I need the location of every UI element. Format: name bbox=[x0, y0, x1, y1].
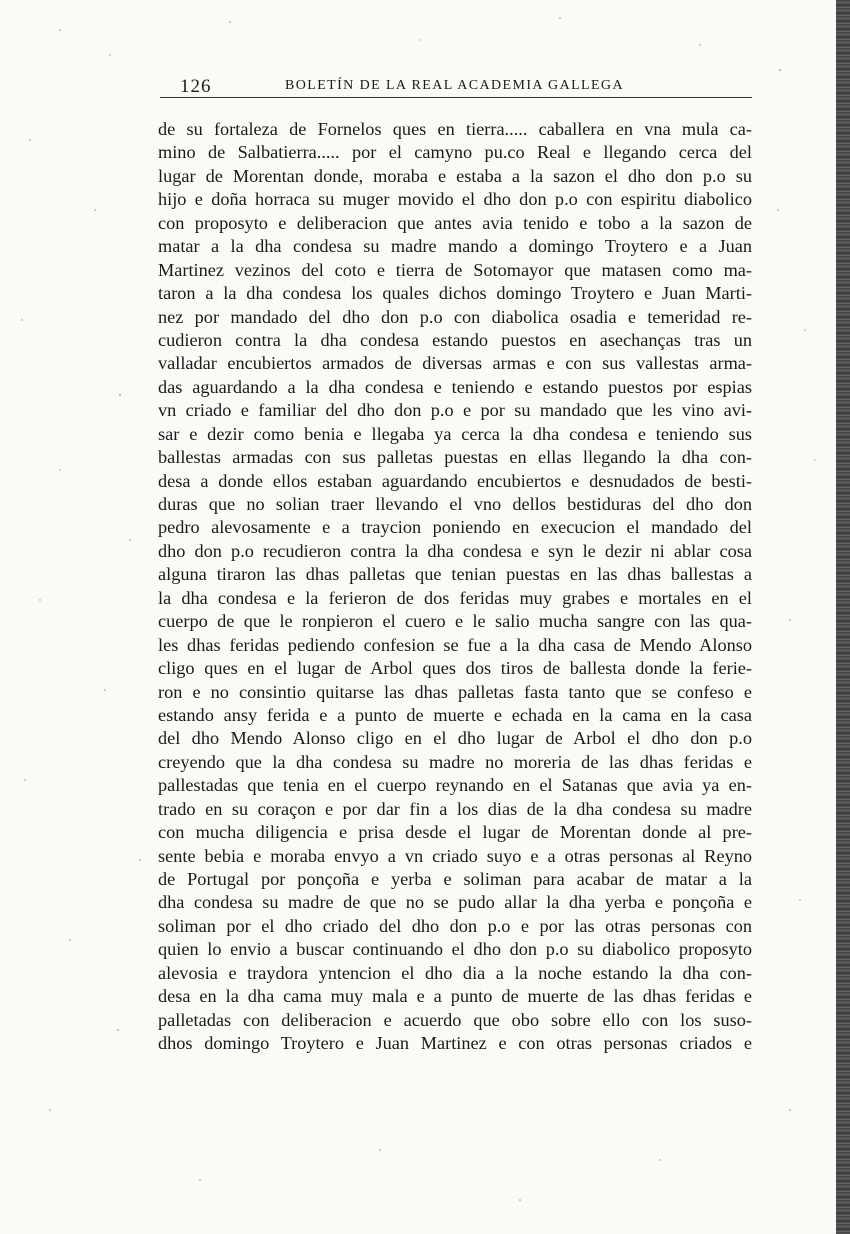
text-line: palletadas con deliberacion e acuerdo que obo sobre ello con los suso- bbox=[158, 1009, 752, 1030]
text-line: de su fortaleza de Fornelos ques en tierra..... caballera en vna mula ca- bbox=[158, 119, 752, 139]
body-text bbox=[158, 118, 752, 1056]
text-line: con mucha diligencia e prisa desde el lugar de Morentan donde al pre- bbox=[158, 822, 752, 843]
text-line: soliman por el dho criado del dho don p.o e por las otras personas con bbox=[158, 915, 752, 936]
text-line: les dhas feridas pediendo confesion se fue a la dha casa de Mendo Alonso bbox=[158, 634, 752, 655]
text-line: creyendo que la dha condesa su madre no moreria de las dhas feridas e bbox=[158, 751, 752, 772]
text-line: Martinez vezinos del coto e tierra de Sotomayor que matasen como ma- bbox=[158, 259, 752, 280]
text-line: cudieron contra la dha condesa estando puestos en asechanças tras un bbox=[158, 329, 752, 350]
text-line: pedro alevosamente e a traycion poniendo en execucion el mandado del bbox=[158, 517, 752, 538]
text-line: valladar encubiertos armados de diversas armas e con sus vallestas arma- bbox=[158, 353, 752, 374]
text-line: cligo ques en el lugar de Arbol ques dos tiros de ballesta donde la ferie- bbox=[158, 658, 752, 679]
text-line: hijo e doña horraca su muger movido el dho don p.o con espiritu diabolico bbox=[158, 189, 752, 210]
text-line: desa en la dha cama muy mala e a punto de muerte de las dhas feridas e bbox=[158, 986, 752, 1007]
text-line: dha condesa su madre de que no se pudo allar la dha yerba e ponçoña e bbox=[158, 892, 752, 913]
text-line: vn criado e familiar del dho don p.o e por su mandado que les vino avi- bbox=[158, 400, 752, 421]
text-line: desa a donde ellos estaban aguardando encubiertos e desnudados de besti- bbox=[158, 470, 752, 491]
text-line: estando ansy ferida e a punto de muerte e echada en la cama en la casa bbox=[158, 704, 752, 725]
page-header bbox=[160, 72, 752, 98]
text-line: taron a la dha condesa los quales dichos domingo Troytero e Juan Marti- bbox=[158, 283, 752, 304]
text-line: de Portugal por ponçoña e yerba e soliman para acabar de matar a la bbox=[158, 869, 752, 889]
text-line: ballestas armadas con sus palletas puestas en ellas llegando la dha con- bbox=[158, 447, 752, 468]
text-line: pallestadas que tenia en el cuerpo reynando en el Satanas que avia ya en- bbox=[158, 775, 752, 796]
text-line: trado en su coraçon e por dar fin a los dias de la dha condesa su madre bbox=[158, 798, 752, 819]
text-line: lugar de Morentan donde, moraba e estaba a la sazon el dho don p.o su bbox=[158, 165, 752, 186]
text-line: nez por mandado del dho don p.o con diabolica osadia e temeridad re- bbox=[158, 306, 752, 327]
text-line: sente bebia e moraba envyo a vn criado suyo e a otras personas al Reyno bbox=[158, 845, 752, 866]
text-line: dho don p.o recudieron contra la dha condesa e syn le dezir ni ablar cosa bbox=[158, 540, 752, 561]
text-line: quien lo envio a buscar continuando el dho don p.o su diabolico proposyto bbox=[158, 939, 752, 960]
text-line: das aguardando a la dha condesa e teniendo e estando puestos por espias bbox=[158, 376, 752, 397]
text-line: ron e no consintio quitarse las dhas palletas fasta tanto que se confeso e bbox=[158, 681, 752, 702]
text-line: matar a la dha condesa su madre mando a domingo Troytero e a Juan bbox=[158, 236, 752, 257]
text-line: del dho Mendo Alonso cligo en el dho lugar de Arbol el dho don p.o bbox=[158, 728, 752, 749]
text-line: la dha condesa e la ferieron de dos feridas muy grabes e mortales en el bbox=[158, 587, 752, 608]
header-rule bbox=[160, 97, 752, 98]
scan-edge bbox=[836, 0, 850, 1234]
text-line: dhos domingo Troytero e Juan Martinez e con otras personas criados e bbox=[158, 1033, 752, 1054]
text-line: alguna tiraron las dhas palletas que tenian puestas en las dhas ballestas a bbox=[158, 564, 752, 585]
text-line: alevosia e traydora yntencion el dho dia a la noche estando la dha con- bbox=[158, 962, 752, 983]
text-line: cuerpo de que le ronpieron el cuero e le salio mucha sangre con las qua- bbox=[158, 611, 752, 632]
text-line: duras que no solian traer llevando el vno dellos bestiduras del dho don bbox=[158, 494, 752, 514]
text-line: mino de Salbatierra..... por el camyno pu.co Real e llegando cerca del bbox=[158, 142, 752, 163]
page-number: 126 bbox=[180, 76, 212, 97]
running-title: BOLETÍN DE LA REAL ACADEMIA GALLEGA bbox=[285, 78, 624, 93]
text-line: con proposyto e deliberacion que antes avia tenido e tobo a la sazon de bbox=[158, 212, 752, 233]
text-line: sar e dezir como benia e llegaba ya cerca la dha condesa e teniendo sus bbox=[158, 423, 752, 444]
